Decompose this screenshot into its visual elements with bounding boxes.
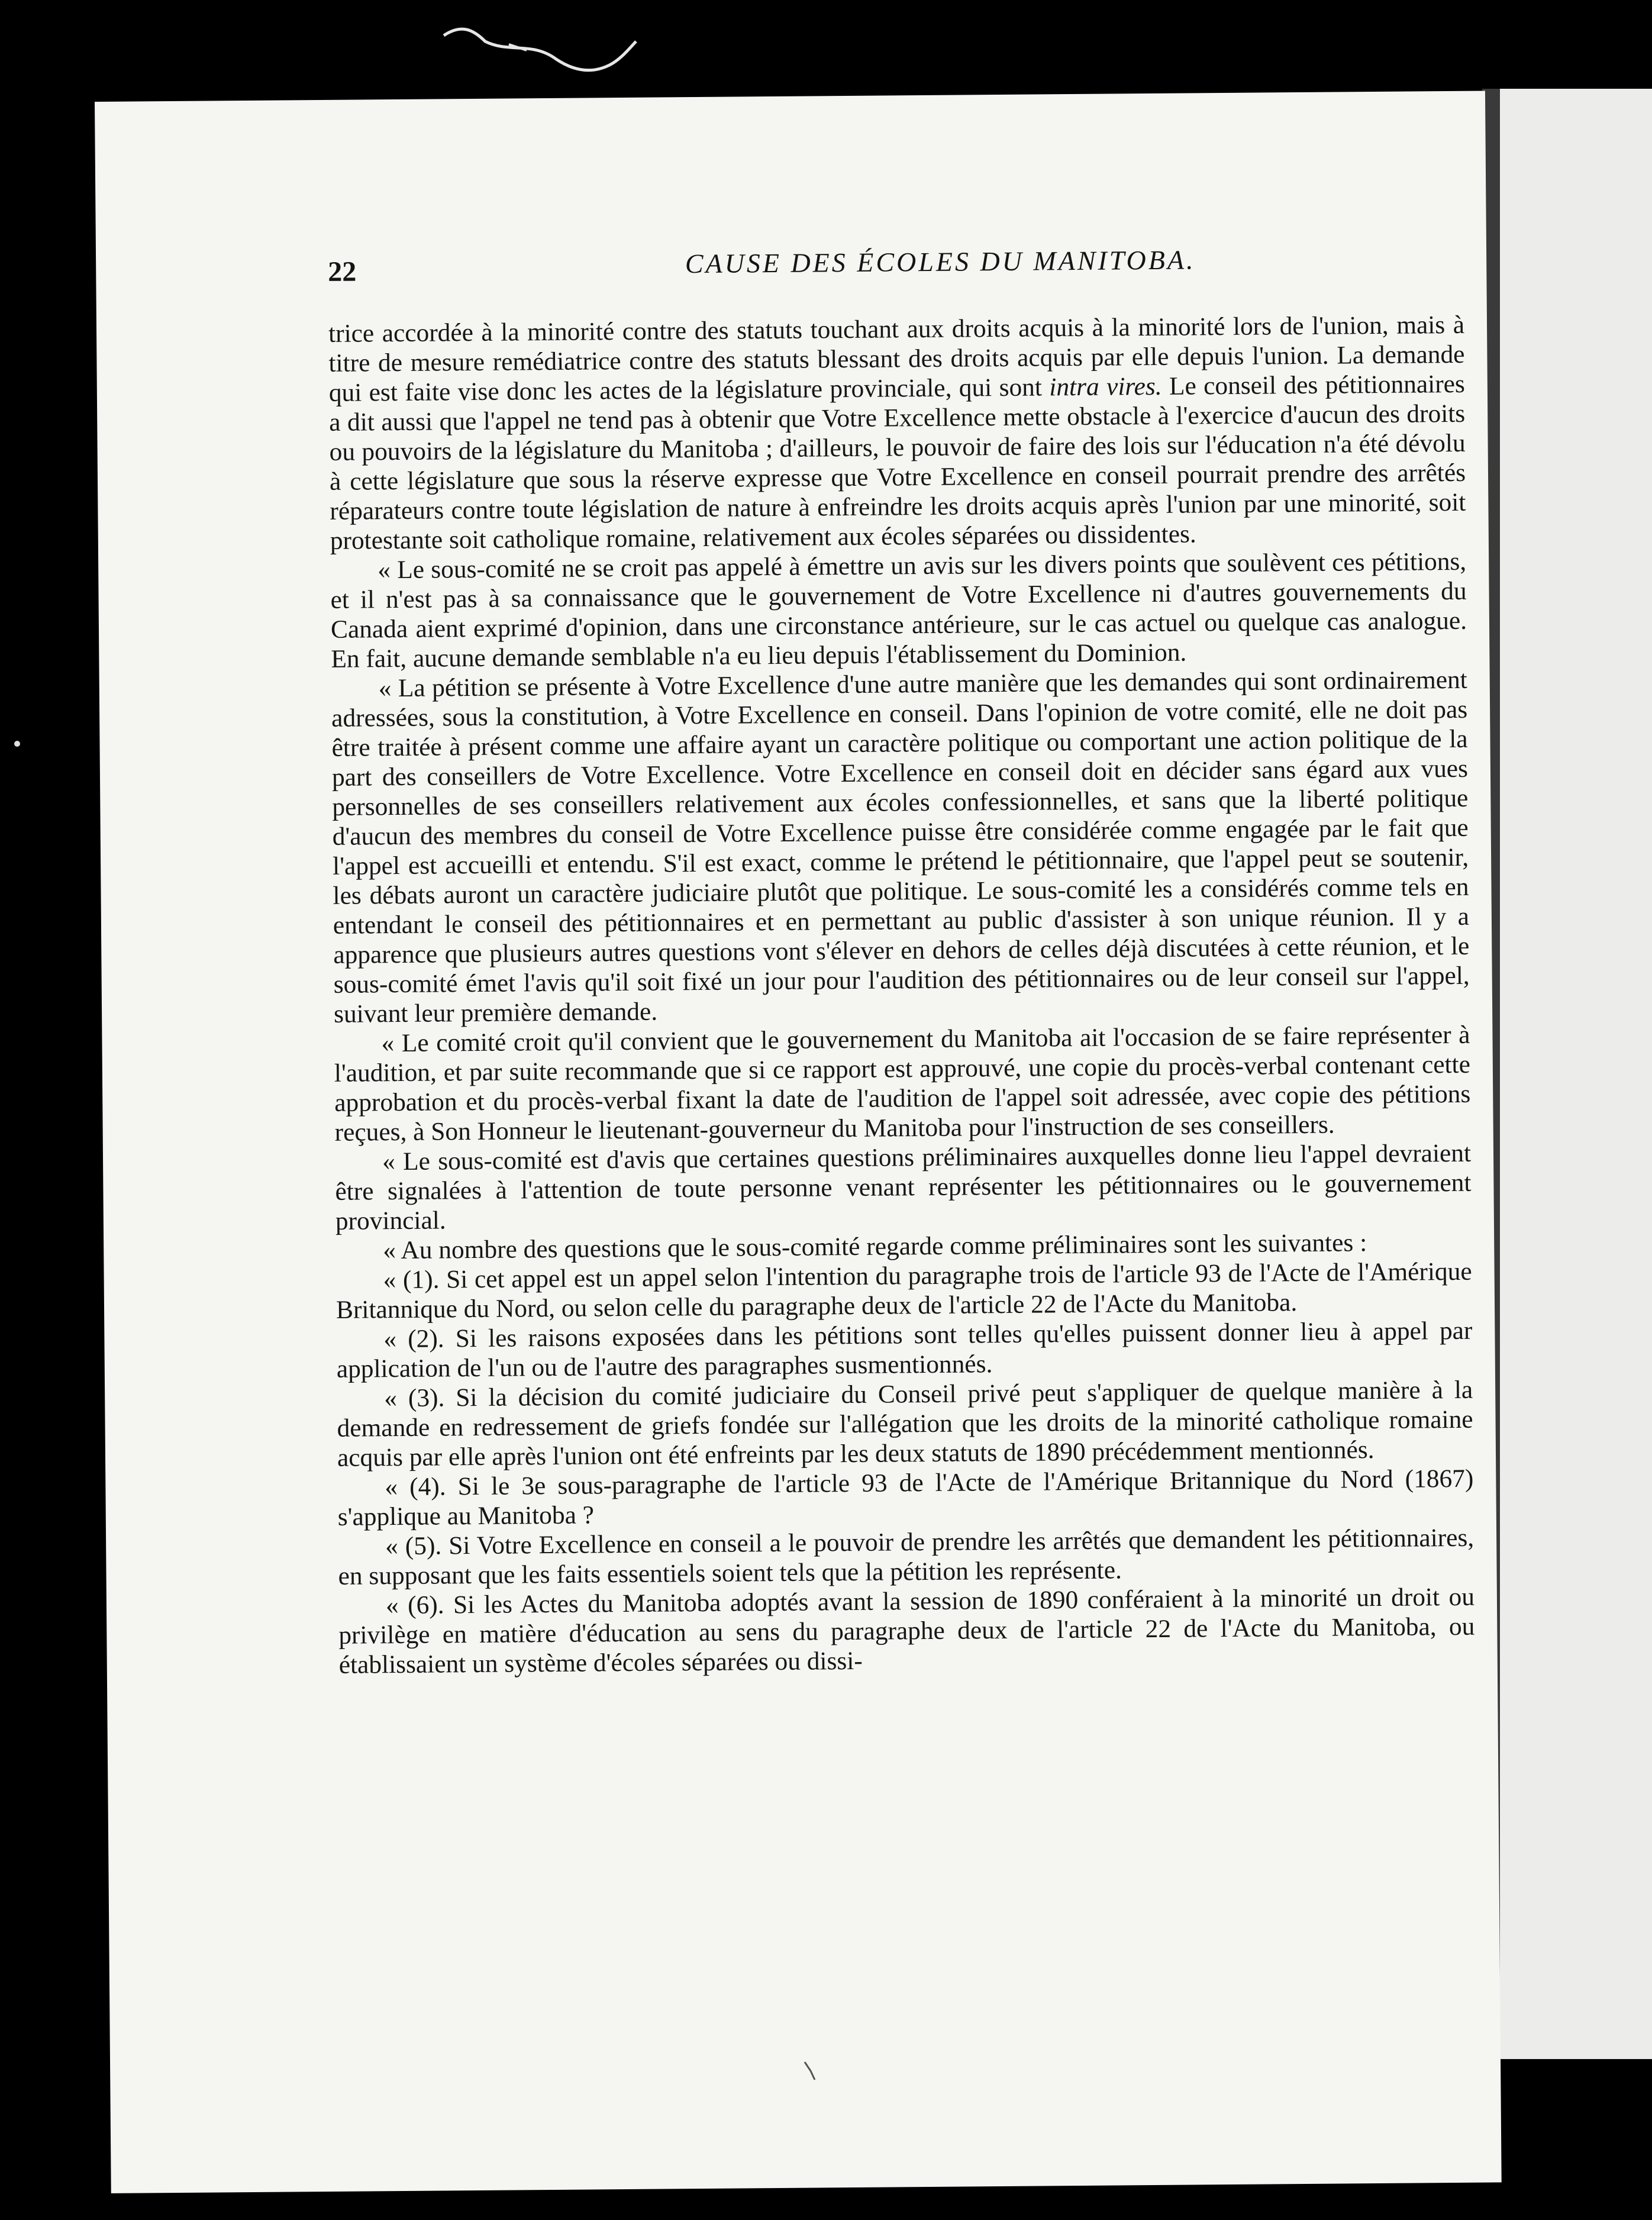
paragraph: « La pétition se présente à Votre Excellence d'une autre manière que les demandes qui sont ordinairement adressées, sous la constitution, à Votre Excellence en conseil. Dans l'opinion de votre comité, elle ne doit pas être traitée à présent comme une affaire ayant un caractère politique ou comportant une action politique de la part des conseillers de Votre Excellence. Votre Excellence en conseil doit en décider sans égard aux vues personnelles de ses conseillers relativement aux écoles confessionnelles, et sans que la liberté politique d'aucun des membres du conseil de Votre Excellence puisse être considérée comme engagée par le fait que l'appel est accueilli et entendu. S'il est exact, comme le prétend le pétitionnaire, que l'appel peut se soutenir, les débats auront un caractère judiciaire plutôt que politique. Le sous-comité les a considérés comme tels en entendant le conseil des pétitionnaires et en permettant au public d'assister à son unique réunion. Il y a apparence que plusieurs autres questions vont s'élever en dehors de celles déjà discutées à cette réunion, et le sous-comité émet l'avis qu'il soit fixé un jour pour l'audition des pétitionnaires ou de leur conseil sur l'appel, suivant leur première demande.: [331, 665, 1470, 1028]
body-text: [328, 310, 1475, 1680]
question-item: « (3). Si la décision du comité judiciaire du Conseil privé peut s'appliquer de quelque manière à la demande en redressement de griefs fondée sur l'allégation que les droits de la minorité catholique romaine acquis par elle après l'union ont été enfreints par les deux statuts de 1890 précédemment mentionnés.: [337, 1375, 1473, 1472]
scan-dot-mark: [13, 740, 21, 748]
page-number: 22: [328, 256, 357, 288]
scan-speck-mark: [802, 2059, 819, 2083]
question-item: « (2). Si les raisons exposées dans les pétitions sont telles qu'elles puissent donner lieu à appel par application de l'un ou de l'autre des paragraphes susmentionnés.: [336, 1316, 1473, 1383]
scan-artifact-mark: [438, 18, 639, 83]
document-page: [95, 91, 1502, 2193]
page-header: [328, 242, 1464, 286]
paragraph: « Le sous-comité ne se croit pas appelé à émettre un avis sur les divers points que soulèvent ces pétitions, et il n'est pas à sa connaissance que le gouvernement de Votre Excellence ni d'autres gouvernements du Canada aient exprimé d'opinion, dans une circonstance antérieure, sur le cas actuel ou quelque cas analogue. En fait, aucune demande semblable n'a eu lieu depuis l'établissement du Dominion.: [330, 547, 1467, 673]
question-item: « (5). Si Votre Excellence en conseil a le pouvoir de prendre les arrêtés que demandent les pétitionnaires, en supposant que les faits essentiels soient tels que la pétition les représente.: [338, 1523, 1474, 1590]
paragraph: « Le sous-comité est d'avis que certaines questions préliminaires auxquelles donne lieu l'appel devraient être signalées à l'attention de toute personne venant représenter les pétitionnaires ou le gouvernement provincial.: [335, 1138, 1472, 1235]
paragraph-text-continued: Le conseil des pétitionnaires a dit aussi que l'appel ne tend pas à obtenir que Votre Excellence mette obstacle à l'exercice d'aucun des droits ou pouvoirs de la législature du Manitoba ; d'ailleurs, le pouvoir de faire des lois sur l'éducation n'a été dévolu à cette législature que sous la réserve expresse que Votre Excellence en conseil pourrait prendre des arrêtés réparateurs contre toute législation de nature à enfreindre les droits acquis après l'union par une minorité, soit protestante soit catholique romaine, relativement aux écoles séparées ou dissidentes.: [329, 369, 1466, 555]
paragraph-text: trice accordée à la minorité contre des statuts touchant aux droits acquis à la minorité lors de l'union, mais à titre de mesure remédiatrice contre des statuts blessant des droits acquis par elle depuis l'union. La demande qui est faite vise donc les actes de la législature provinciale, qui sont: [328, 310, 1465, 407]
question-item: « (6). Si les Actes du Manitoba adoptés avant la session de 1890 conféraient à la minorité un droit ou privilège en matière d'éducation au sens du paragraphe deux de l'article 22 de l'Acte du Manitoba, ou établissaient un système d'écoles séparées ou dissi-: [338, 1582, 1475, 1679]
italic-phrase: intra vires.: [1049, 372, 1162, 402]
paragraph: [328, 310, 1466, 556]
question-item: « (4). Si le 3e sous-paragraphe de l'article 93 de l'Acte de l'Amérique Britannique du Nord (1867) s'applique au Manitoba ?: [337, 1464, 1474, 1531]
running-title: CAUSE DES ÉCOLES DU MANITOBA.: [685, 244, 1196, 279]
question-item: « (1). Si cet appel est un appel selon l'intention du paragraphe trois de l'article 93 de l'Acte de l'Amérique Britannique du Nord, ou selon celle du paragraphe deux de l'article 22 de l'Acte du Manitoba.: [335, 1257, 1472, 1324]
paragraph: « Au nombre des questions que le sous-comité regarde comme préliminaires sont les suivantes :: [383, 1228, 1367, 1265]
adjacent-page: [1500, 89, 1652, 2059]
paragraph: « Le comité croit qu'il convient que le gouvernement du Manitoba ait l'occasion de se faire représenter à l'audition, et par suite recommande que si ce rapport est approuvé, une copie du procès-verbal contenant cette approbation et du procès-verbal fixant la date de l'audition de l'appel soit adressée, avec copie des pétitions reçues, à Son Honneur le lieutenant-gouverneur du Manitoba pour l'instruction de ses conseillers.: [334, 1020, 1471, 1147]
